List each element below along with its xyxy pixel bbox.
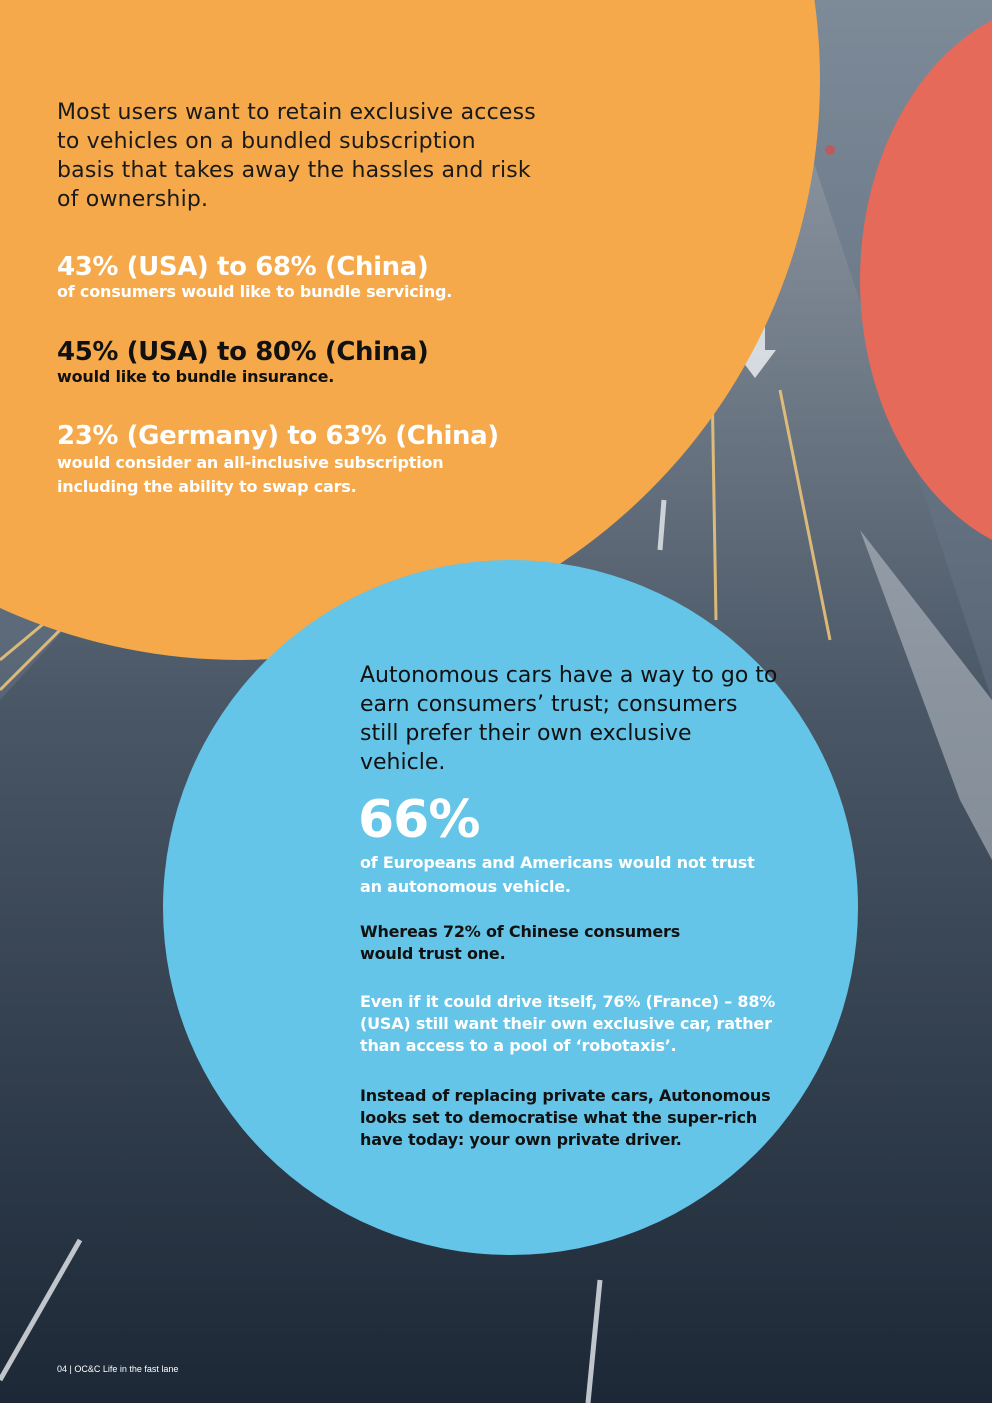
stat-figure: 43% (USA) to 68% (China) bbox=[57, 252, 429, 282]
paragraph-private-driver: Instead of replacing private cars, Autonomous looks set to democratise what the super-rich have today: your own private driver. bbox=[360, 1086, 771, 1149]
paragraph-china-trust: Whereas 72% of Chinese consumers would trust one. bbox=[360, 922, 681, 963]
stat-servicing bbox=[57, 252, 577, 302]
orange-headline: Most users want to retain exclusive access to vehicles on a bundled subscription basis that takes away the hassles and risk of ownership. bbox=[57, 100, 536, 212]
paragraph-exclusive-car: Even if it could drive itself, 76% (France) – 88% (USA) still want their own exclusive car, rather than access to a pool of ‘robotaxis’. bbox=[360, 992, 776, 1055]
stat-insurance bbox=[57, 337, 577, 387]
stat-caption: would consider an all-inclusive subscription including the ability to swap cars. bbox=[57, 453, 444, 496]
stat-figure: 23% (Germany) to 63% (China) bbox=[57, 421, 499, 451]
big-figure: 66% bbox=[358, 790, 480, 850]
blue-headline: Autonomous cars have a way to go to earn consumers’ trust; consumers still prefer their own exclusive vehicle. bbox=[360, 663, 778, 775]
stat-caption: would like to bundle insurance. bbox=[57, 367, 335, 386]
stat-caption: of consumers would like to bundle servicing. bbox=[57, 282, 453, 301]
stat-subscription bbox=[57, 421, 527, 499]
big-caption: of Europeans and Americans would not trust an autonomous vehicle. bbox=[360, 853, 755, 896]
page-footer: 04 | OC&C Life in the fast lane bbox=[57, 1364, 179, 1374]
stat-figure: 45% (USA) to 80% (China) bbox=[57, 337, 429, 367]
